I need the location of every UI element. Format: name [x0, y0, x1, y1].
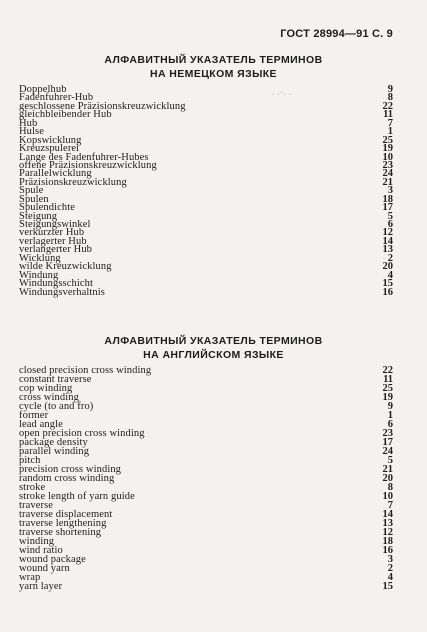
entry-term: Spulendichte: [19, 202, 76, 214]
entry-term: stroke length of yarn guide: [19, 491, 135, 502]
entry-term: wrap: [19, 572, 41, 583]
german-index-title: [0, 53, 427, 81]
entry-term: Windungsverhaltnis: [19, 286, 105, 298]
entry-number: 6: [387, 419, 393, 430]
entry-number: 10: [382, 151, 393, 163]
entry-number: 7: [387, 500, 393, 511]
index-entry: [19, 447, 393, 456]
index-entry: [19, 117, 393, 129]
entry-term: traverse: [19, 500, 54, 511]
entry-number: 25: [382, 383, 393, 394]
entry-number: 20: [382, 261, 393, 273]
entry-term: Kreuzspulerei: [19, 143, 80, 155]
entry-number: 21: [382, 176, 393, 188]
entry-term: Präzisionskreuzwicklung: [19, 176, 127, 188]
entry-term: wound package: [19, 554, 86, 565]
entry-number: 9: [387, 401, 393, 412]
english-title-line2: НА АНГЛИЙСКОМ ЯЗЫКЕ: [143, 349, 284, 361]
entry-number: 24: [382, 168, 393, 180]
entry-term: constant traverse: [19, 374, 92, 385]
entry-term: precision cross winding: [19, 464, 122, 475]
index-entry: [19, 246, 393, 254]
entry-number: 12: [382, 227, 393, 239]
entry-number: 12: [382, 527, 393, 538]
entry-term: Hulse: [19, 126, 44, 138]
entry-number: 16: [382, 286, 393, 298]
entry-term: Doppelhub: [19, 84, 67, 95]
entry-number: 17: [382, 202, 393, 214]
entry-term: Wicklung: [19, 252, 61, 264]
entry-term: yarn layer: [19, 581, 63, 592]
entry-number: 2: [387, 563, 393, 574]
english-term-list: [19, 366, 393, 591]
entry-number: 3: [387, 554, 393, 565]
entry-term: gleichbleibender Hub: [19, 109, 112, 121]
entry-number: 22: [382, 365, 393, 376]
entry-number: 4: [387, 269, 393, 281]
entry-term: Spulen: [19, 193, 49, 205]
entry-number: 7: [387, 117, 393, 129]
german-term-list: [19, 86, 393, 297]
entry-number: 5: [387, 455, 393, 466]
entry-number: 17: [382, 437, 393, 448]
entry-term: Lange des Fadenfuhrer-Hubes: [19, 151, 149, 163]
entry-term: Parallelwicklung: [19, 168, 92, 180]
entry-term: cross winding: [19, 392, 79, 403]
entry-number: 14: [382, 509, 393, 520]
entry-number: 23: [382, 159, 393, 171]
entry-number: 11: [383, 374, 393, 385]
index-entry: [19, 375, 393, 384]
entry-term: winding: [19, 536, 55, 547]
entry-term: Kopswicklung: [19, 134, 82, 146]
index-entry: [19, 537, 393, 546]
entry-term: Fadenfuhrer-Hub: [19, 92, 94, 104]
entry-number: 11: [383, 109, 393, 121]
entry-term: open precision cross winding: [19, 428, 145, 439]
entry-term: closed precision cross winding: [19, 365, 152, 376]
german-title-line2: НА НЕМЕЦКОМ ЯЗЫКЕ: [150, 68, 277, 80]
entry-number: 24: [382, 446, 393, 457]
entry-term: random cross winding: [19, 473, 115, 484]
index-entry: [19, 187, 393, 195]
entry-term: offene Präzisionskreuzwicklung: [19, 159, 157, 171]
entry-term: wind ratio: [19, 545, 63, 556]
entry-term: Steigungswinkel: [19, 219, 91, 230]
entry-term: lead angle: [19, 419, 63, 430]
index-entry: [19, 528, 393, 537]
index-entry: [19, 564, 393, 573]
entry-number: 2: [387, 252, 393, 264]
english-title-line1: АЛФАВИТНЫЙ УКАЗАТЕЛЬ ТЕРМИНОВ: [104, 335, 323, 347]
entry-number: 8: [387, 482, 393, 493]
entry-number: 20: [382, 473, 393, 484]
entry-number: 10: [382, 491, 393, 502]
entry-term: verlangerter Hub: [19, 244, 93, 256]
entry-number: 22: [382, 100, 393, 112]
index-entry: [19, 193, 393, 205]
entry-term: verlagerter Hub: [19, 235, 87, 247]
entry-term: wound yarn: [19, 563, 70, 574]
entry-number: 18: [382, 193, 393, 205]
index-entry: [19, 492, 393, 501]
entry-term: traverse displacement: [19, 509, 113, 520]
entry-term: verkurzter Hub: [19, 227, 85, 239]
index-entry: [19, 111, 393, 119]
entry-term: former: [19, 410, 49, 421]
entry-term: Spule: [19, 185, 44, 197]
german-title-line1: АЛФАВИТНЫЙ УКАЗАТЕЛЬ ТЕРМИНОВ: [104, 54, 323, 66]
entry-term: cop winding: [19, 383, 73, 394]
index-entry: [19, 582, 393, 591]
entry-number: 16: [382, 545, 393, 556]
entry-number: 15: [382, 581, 393, 592]
entry-number: 18: [382, 536, 393, 547]
entry-number: 14: [382, 235, 393, 247]
entry-term: Hub: [19, 117, 38, 129]
entry-number: 13: [382, 518, 393, 529]
entry-number: 13: [382, 244, 393, 256]
entry-number: 19: [382, 392, 393, 403]
entry-term: package density: [19, 437, 88, 448]
entry-number: 1: [387, 410, 393, 421]
entry-term: cycle (to and fro): [19, 401, 94, 412]
index-entry: [19, 176, 393, 188]
entry-number: 6: [387, 219, 393, 230]
entry-number: 4: [387, 572, 393, 583]
entry-number: 25: [382, 134, 393, 146]
index-entry: [19, 204, 393, 212]
index-entry: [19, 555, 393, 564]
entry-term: geschlossene Präzisionskreuzwicklung: [19, 100, 186, 112]
english-index-title: [0, 334, 427, 362]
entry-number: 23: [382, 428, 393, 439]
index-entry: [19, 402, 393, 411]
entry-term: parallel winding: [19, 446, 90, 457]
entry-term: pitch: [19, 455, 41, 466]
entry-term: wilde Kreuzwicklung: [19, 261, 112, 273]
entry-number: 21: [382, 464, 393, 475]
entry-term: Windungsschicht: [19, 278, 93, 290]
entry-term: Steigung: [19, 210, 58, 222]
entry-term: traverse lengthening: [19, 518, 107, 529]
entry-number: 15: [382, 278, 393, 290]
entry-number: 19: [382, 143, 393, 155]
index-entry: [19, 411, 393, 420]
page-header: ГОСТ 28994—91 С. 9: [280, 28, 393, 40]
index-entry: [19, 474, 393, 483]
entry-number: 3: [387, 185, 393, 197]
scan-speck: · ·ˉ· ·: [272, 92, 292, 98]
entry-term: Windung: [19, 269, 59, 281]
entry-number: 1: [387, 126, 393, 138]
index-entry: [19, 263, 393, 271]
entry-number: 5: [387, 210, 393, 222]
entry-term: stroke: [19, 482, 46, 493]
entry-number: 8: [387, 92, 393, 104]
entry-number: 9: [387, 84, 393, 95]
index-entry: [19, 286, 393, 298]
entry-term: traverse shortening: [19, 527, 102, 538]
index-entry: [19, 573, 393, 582]
